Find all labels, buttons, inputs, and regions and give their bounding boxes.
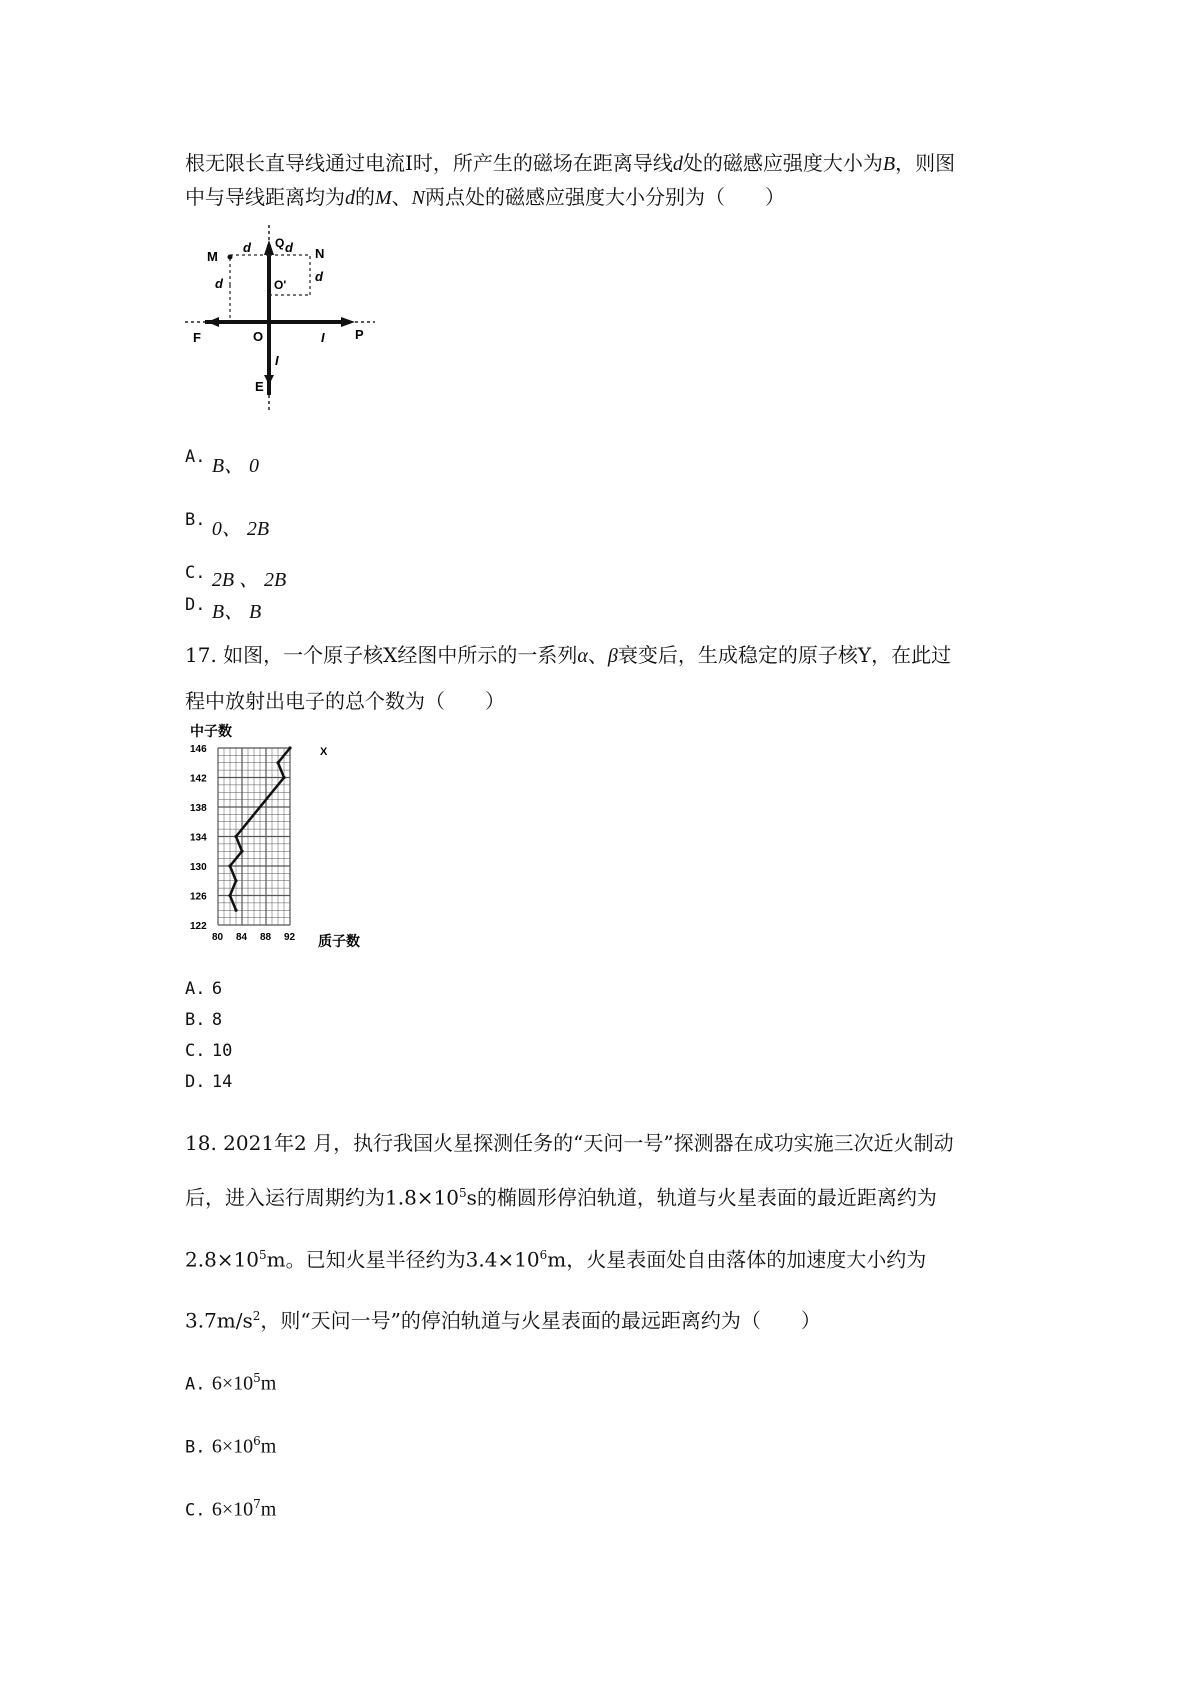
q16-text: 中与导线距离均为: [185, 185, 345, 209]
arrow-right-icon: [341, 317, 355, 327]
decay-point: [228, 864, 231, 867]
point-m-symbol: M: [375, 187, 392, 209]
option-value: 6×10: [211, 1372, 254, 1395]
q18-text: ，火星表面处自由落体的加速度大小约为: [566, 1247, 927, 1272]
decay-point: [228, 894, 231, 897]
y-tick-label: 126: [190, 891, 207, 903]
nucleus-y: Y: [857, 643, 872, 667]
option-letter: C.: [185, 1500, 206, 1521]
option-letter: D.: [185, 595, 206, 615]
q18-text: 后，进入运行周期约为: [185, 1185, 385, 1210]
option-letter: A.: [185, 979, 206, 999]
gravity-exponent: 2: [252, 1309, 261, 1323]
label-m: M: [207, 249, 218, 264]
q16-stem-line2: [185, 184, 785, 211]
decay-point: [234, 879, 237, 882]
q16-text: 的: [355, 185, 375, 209]
option-value: 8: [211, 1010, 223, 1030]
option-value: 6: [211, 979, 223, 999]
option-exponent: 7: [253, 1497, 261, 1511]
chart-grid: [218, 748, 290, 925]
label-o-prime: O': [274, 278, 287, 292]
x-tick-label: 80: [212, 932, 224, 943]
alpha-symbol: α: [577, 645, 588, 667]
q16-text: 根无限长直导线通过电流: [185, 151, 405, 175]
option-letter: C.: [185, 1041, 206, 1061]
q18-stem-line1: 18. 2021年2 月，执行我国火星探测任务的“天问一号”探测器在成功实施三次近火制动: [185, 1131, 954, 1155]
option-value: 6×10: [211, 1498, 254, 1521]
x-tick-label: 92: [284, 932, 296, 943]
nucleus-x: X: [383, 643, 398, 667]
option-value: 2B 、 2B: [211, 569, 287, 591]
option-letter: C.: [185, 563, 206, 583]
q16-text: ，则图: [895, 151, 956, 175]
option-value: 0、 2B: [211, 518, 270, 540]
q16-text: 处的磁感应强度大小为: [682, 151, 883, 175]
q17-option-b[interactable]: [185, 1005, 222, 1033]
q17-text: 经图中所示的一系列: [397, 643, 578, 667]
label-d: d: [243, 240, 251, 255]
q16-option-b[interactable]: [185, 510, 270, 543]
period-value: 1.8×10: [385, 1185, 460, 1210]
perigee-unit: m: [266, 1247, 286, 1272]
label-p: P: [355, 327, 364, 342]
q17-text: 衰变后，生成稳定的原子核: [617, 643, 858, 667]
q18-option-c[interactable]: [185, 1491, 276, 1524]
y-tick-label: 142: [190, 773, 207, 785]
option-value: 14: [211, 1072, 233, 1092]
point-m: [228, 255, 233, 260]
q16-option-a[interactable]: [185, 447, 260, 480]
point-n-symbol: N: [411, 187, 426, 209]
wire-diagram: [185, 225, 395, 410]
label-i: I: [321, 330, 325, 345]
y-tick-label: 146: [190, 744, 207, 755]
q16-text: 时，所产生的磁场在距离导线: [412, 151, 673, 175]
q16-stem-line1: [185, 150, 955, 177]
gravity-value: 3.7m/s: [185, 1308, 253, 1333]
option-letter: B.: [185, 1437, 206, 1458]
chart-xlabel: 质子数: [318, 933, 360, 949]
q18-stem-line4: [185, 1303, 821, 1334]
field-symbol: B: [882, 153, 896, 175]
label-n: N: [315, 246, 325, 261]
chart-start-label: X: [320, 746, 328, 758]
label-q: Q: [275, 236, 285, 250]
beta-symbol: β: [607, 645, 618, 667]
option-exponent: 6: [253, 1434, 261, 1448]
option-value: B、 0: [211, 455, 260, 477]
option-unit: m: [260, 1372, 277, 1395]
q16-option-c[interactable]: [185, 563, 287, 594]
q18-option-b[interactable]: [185, 1428, 276, 1461]
q17-option-c[interactable]: [185, 1036, 232, 1064]
y-tick-label: 130: [190, 862, 207, 873]
y-tick-label: 122: [190, 921, 207, 932]
radius-exponent: 6: [539, 1248, 548, 1262]
option-letter: A.: [185, 447, 206, 467]
distance-symbol: d: [345, 187, 355, 209]
distance-symbol: d: [672, 153, 683, 175]
q17-stem-line1: [185, 642, 951, 669]
q17-stem-line2: 程中放射出电子的总个数为（ ）: [185, 689, 505, 713]
q17-option-d[interactable]: [185, 1067, 232, 1095]
q17-text: 、: [587, 643, 608, 667]
option-value: 10: [211, 1041, 233, 1061]
perigee-exponent: 5: [259, 1248, 267, 1262]
label-o: O: [253, 329, 264, 344]
label-i: I: [275, 353, 279, 368]
option-unit: m: [260, 1435, 277, 1458]
decay-point: [276, 761, 279, 764]
label-d: d: [315, 269, 323, 284]
q18-text: 。已知火星半径约为: [285, 1247, 466, 1272]
label-f: F: [193, 330, 201, 345]
q18-text: ，则“天问一号”的停泊轨道与火星表面的最远距离约为（ ）: [260, 1308, 821, 1333]
arrow-down-icon: [264, 375, 274, 385]
period-unit: s: [466, 1185, 477, 1210]
x-tick-label: 88: [260, 932, 272, 943]
option-letter: B.: [185, 510, 206, 530]
option-unit: m: [260, 1498, 277, 1521]
label-d: d: [215, 276, 223, 291]
decay-point: [288, 746, 291, 749]
decay-point: [234, 835, 237, 838]
option-value: 6×10: [211, 1435, 254, 1458]
x-tick-label: 84: [236, 932, 248, 943]
option-letter: A.: [185, 1374, 206, 1395]
q18-text: 的椭圆形停泊轨道，轨道与火星表面的最近距离约为: [476, 1185, 937, 1210]
arrow-up-icon: [264, 240, 274, 255]
current-symbol: I: [405, 151, 413, 175]
q17-text: 17. 如图，一个原子核: [185, 643, 384, 667]
chart-ticks: [190, 744, 296, 943]
radius-value: 3.4×10: [465, 1247, 540, 1272]
option-exponent: 5: [253, 1371, 261, 1385]
label-e: E: [255, 379, 264, 394]
perigee-value: 2.8×10: [185, 1247, 260, 1272]
q16-option-d[interactable]: [185, 595, 262, 626]
radius-unit: m: [547, 1247, 567, 1272]
decay-point: [240, 850, 243, 853]
option-letter: B.: [185, 1010, 206, 1030]
option-letter: D.: [185, 1072, 206, 1092]
q16-text: 两点处的磁感应强度大小分别为（ ）: [425, 185, 786, 209]
y-tick-label: 134: [190, 832, 207, 844]
q17-option-a[interactable]: [185, 974, 222, 1002]
q18-stem-line2: [185, 1180, 937, 1211]
q17-text: ，在此过: [871, 643, 952, 667]
y-tick-label: 138: [190, 803, 207, 814]
decay-point: [234, 909, 237, 912]
decay-chart: [188, 720, 403, 955]
q18-stem-line3: [185, 1242, 926, 1273]
decay-point: [282, 776, 285, 779]
q16-text: 、: [391, 185, 412, 209]
q18-option-a[interactable]: [185, 1365, 276, 1398]
chart-ylabel: 中子数: [190, 723, 232, 739]
period-exponent: 5: [459, 1186, 467, 1200]
option-value: B、 B: [211, 601, 262, 623]
label-d: d: [285, 240, 293, 255]
arrow-left-icon: [207, 317, 219, 327]
